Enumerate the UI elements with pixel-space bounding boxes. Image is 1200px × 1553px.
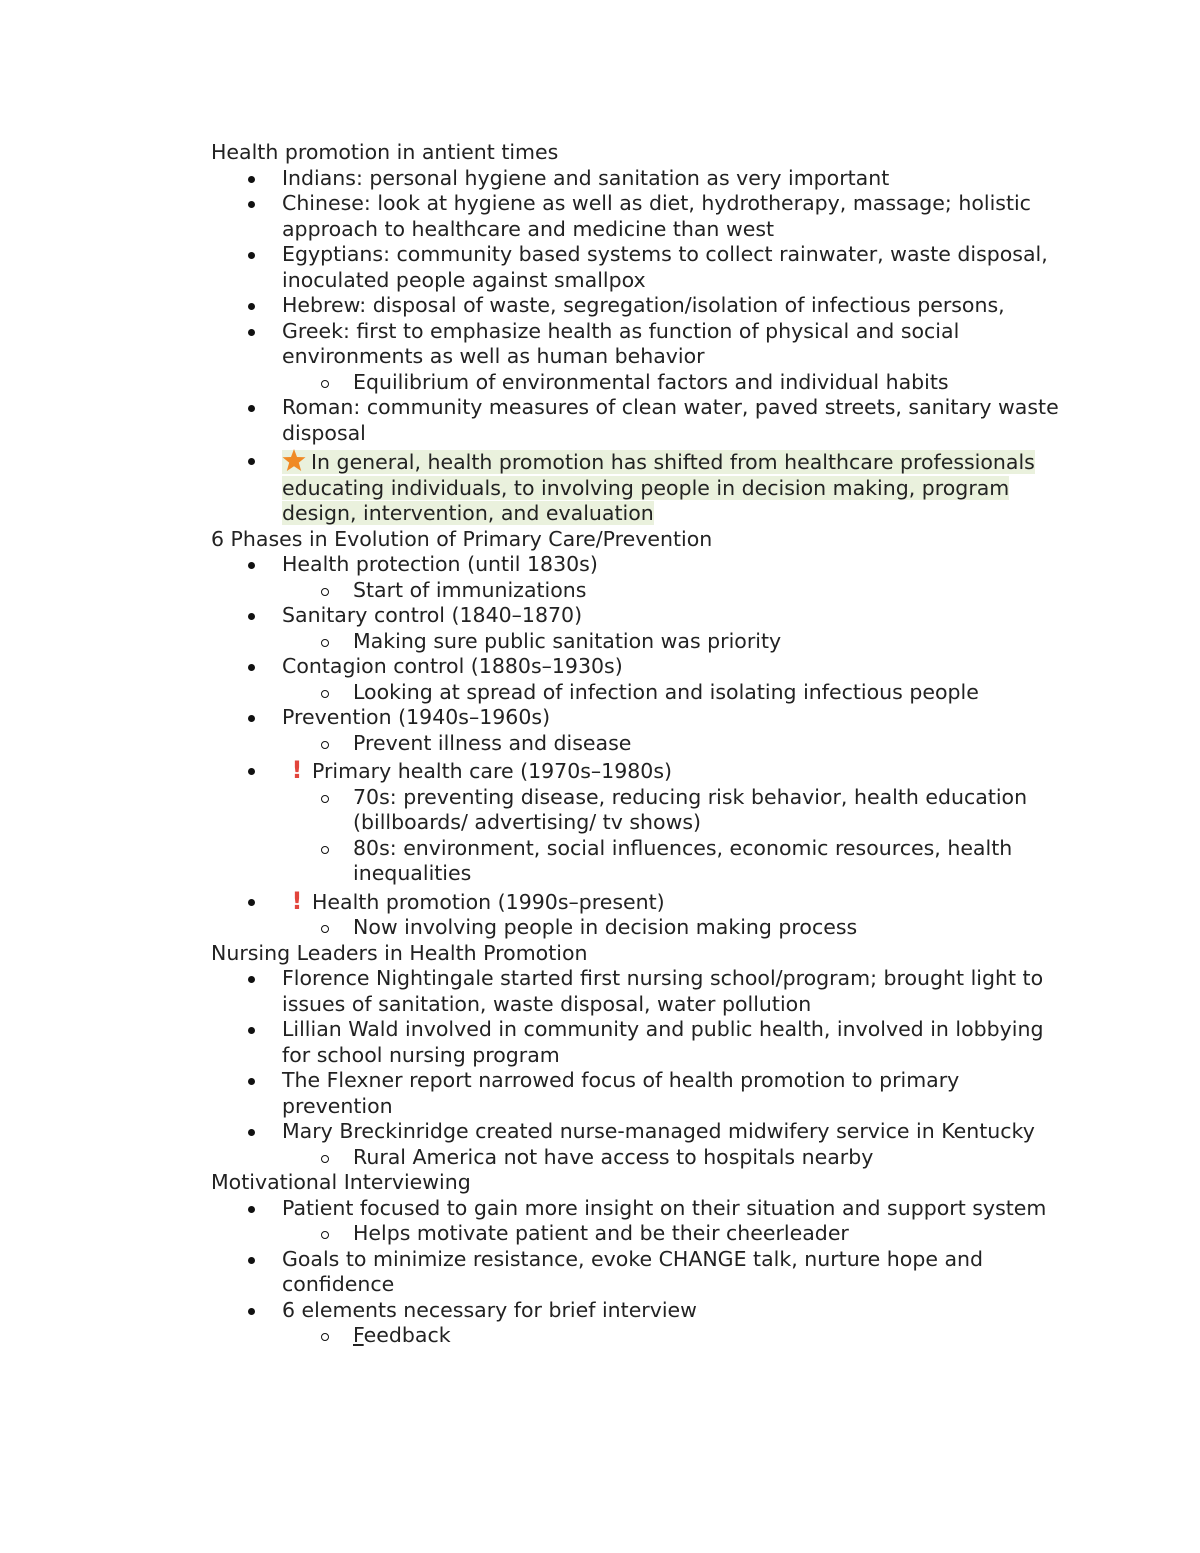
list-item-text: Primary health care (1970s–1980s) <box>312 759 673 783</box>
bullet-list <box>211 966 1071 1170</box>
sub-bullet-list <box>282 731 1071 757</box>
list-item <box>211 654 1071 705</box>
list-item <box>211 1196 1071 1247</box>
sub-bullet-list <box>282 785 1071 887</box>
sub-list-item <box>282 836 1071 887</box>
sub-list-item-text: 70s: preventing disease, reducing risk behavior, health education (billboards/ advertising/ tv shows) <box>353 784 1028 834</box>
sub-list-item <box>282 680 1071 706</box>
sub-list-item <box>282 629 1071 655</box>
list-item-text: Hebrew: disposal of waste, segregation/isolation of infectious persons, <box>282 293 1005 317</box>
document-content <box>211 140 1071 1349</box>
sub-list-item <box>282 1221 1071 1247</box>
sub-list-item-text: Now involving people in decision making process <box>353 915 858 939</box>
list-item <box>211 705 1071 756</box>
list-item <box>211 1298 1071 1349</box>
sub-bullet-list <box>282 1323 1071 1349</box>
list-item-text: Chinese: look at hygiene as well as diet, hydrotherapy, massage; holistic approach to healthcare and medicine than west <box>282 191 1031 241</box>
sub-list-item <box>282 731 1071 757</box>
list-item-text: Roman: community measures of clean water, paved streets, sanitary waste disposal <box>282 395 1059 445</box>
bullet-list <box>211 1196 1071 1349</box>
list-item-text: Sanitary control (1840–1870) <box>282 603 583 627</box>
sub-bullet-list <box>282 629 1071 655</box>
sub-list-item-text: Start of immunizations <box>353 577 587 602</box>
sub-list-item-text: Helps motivate patient and be their cheerleader <box>353 1221 849 1245</box>
sub-list-item-text: Making sure public sanitation was priority <box>353 628 782 653</box>
list-item-text: Mary Breckinridge created nurse-managed midwifery service in Kentucky <box>282 1119 1035 1143</box>
list-item-text: Egyptians: community based systems to collect rainwater, waste disposal, inoculated people against smallpox <box>282 242 1048 292</box>
list-item <box>211 603 1071 654</box>
list-item-text: Health promotion (1990s–present) <box>312 889 665 914</box>
list-item <box>211 191 1071 242</box>
exclamation-icon: ! <box>291 756 303 784</box>
sub-bullet-list <box>282 578 1071 604</box>
list-item <box>211 1068 1071 1119</box>
sub-bullet-list <box>282 1145 1071 1171</box>
list-item <box>211 1119 1071 1170</box>
section-heading: Health promotion in antient times <box>211 140 559 164</box>
sub-list-item-text: 80s: environment, social influences, economic resources, health inequalities <box>353 835 1013 885</box>
list-item <box>211 758 1071 887</box>
sub-list-item-text: Prevent illness and disease <box>353 730 632 755</box>
list-item <box>211 166 1071 192</box>
section-heading: 6 Phases in Evolution of Primary Care/Prevention <box>211 526 713 551</box>
list-item <box>211 319 1071 396</box>
list-item-text: Prevention (1940s–1960s) <box>282 705 551 729</box>
list-item-text: In general, health promotion has shifted from healthcare professionals educating individuals, to involving people in decision making, program design, intervention, and evaluation <box>282 450 1035 525</box>
sub-list-item <box>282 1145 1071 1171</box>
sub-bullet-list <box>282 1221 1071 1247</box>
exclamation-icon: ! <box>291 886 303 915</box>
sub-bullet-list <box>282 915 1071 941</box>
list-item <box>211 1247 1071 1298</box>
sub-list-item-text: Rural America not have access to hospitals nearby <box>353 1144 874 1169</box>
sub-bullet-list <box>282 370 1071 396</box>
list-item-text: Health protection (until 1830s) <box>282 552 598 576</box>
sub-list-item <box>282 370 1071 396</box>
section-heading: Motivational Interviewing <box>211 1170 471 1194</box>
sub-list-item <box>282 1323 1071 1349</box>
list-item-text: Indians: personal hygiene and sanitation as very important <box>282 165 890 190</box>
list-item-text: Goals to minimize resistance, evoke CHANGE talk, nurture hope and confidence <box>282 1246 984 1296</box>
underlined-letter: F <box>353 1323 364 1347</box>
list-item <box>211 966 1071 1017</box>
list-item-text: Greek: first to emphasize health as function of physical and social environments as well as human behavior <box>282 318 960 368</box>
bullet-list <box>211 552 1071 941</box>
sub-list-item-text: eedback <box>363 1323 451 1347</box>
sub-list-item-text: Looking at spread of infection and isolating infectious people <box>353 679 979 704</box>
list-item-text: Lillian Wald involved in community and public health, involved in lobbying for school nursing program <box>282 1017 1044 1067</box>
sub-list-item-text: Equilibrium of environmental factors and individual habits <box>353 369 949 394</box>
highlighted-text <box>282 450 1035 525</box>
list-item <box>211 242 1071 293</box>
bullet-list <box>211 166 1071 527</box>
list-item <box>211 552 1071 603</box>
list-item-text: 6 elements necessary for brief interview <box>282 1297 697 1322</box>
list-item <box>211 1017 1071 1068</box>
star-icon <box>282 448 306 472</box>
list-item <box>211 293 1071 319</box>
list-item-text: Florence Nightingale started first nursing school/program; brought light to issues of sanitation, waste disposal, water pollution <box>282 966 1044 1016</box>
list-item-text: The Flexner report narrowed focus of health promotion to primary prevention <box>282 1068 960 1118</box>
sub-list-item <box>282 915 1071 941</box>
sub-list-item <box>282 578 1071 604</box>
list-item-text: Patient focused to gain more insight on their situation and support system <box>282 1195 1047 1220</box>
sub-bullet-list <box>282 680 1071 706</box>
list-item <box>211 448 1071 527</box>
list-item <box>211 886 1071 941</box>
section-heading: Nursing Leaders in Health Promotion <box>211 940 588 965</box>
sub-list-item <box>282 785 1071 836</box>
list-item-text: Contagion control (1880s–1930s) <box>282 654 623 678</box>
list-item <box>211 395 1071 446</box>
